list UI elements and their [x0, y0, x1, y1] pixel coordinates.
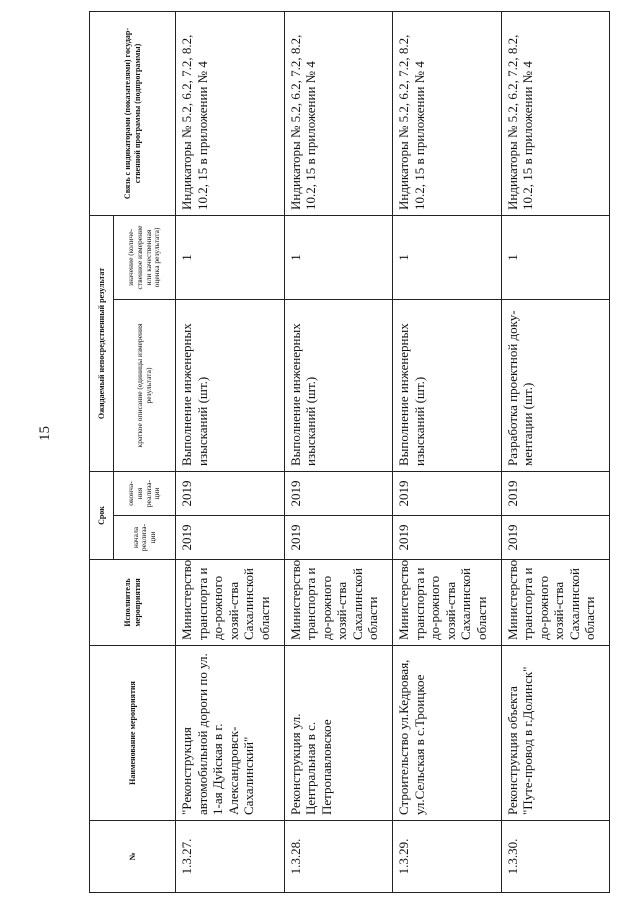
row-end: 2019 [284, 472, 393, 516]
row-num: 1.3.28. [284, 821, 393, 893]
row-end: 2019 [501, 472, 610, 516]
row-name: "Реконструкция автомобильной дороги по ул. 1-ая Дуйская в г. Александровск-Сахалинский" [176, 646, 285, 821]
table-row [284, 12, 393, 893]
table-row [501, 12, 610, 893]
row-start: 2019 [393, 516, 502, 560]
row-num: 1.3.30. [501, 821, 610, 893]
row-name: Реконструкция объекта "Путе-провод в г.Долинск" [501, 646, 610, 821]
row-end: 2019 [176, 472, 285, 516]
header-indicators: Связь с индикаторами (показателями) государ-ственной программы (подпрограммы) [90, 12, 176, 216]
page-number: 15 [37, 426, 53, 441]
table-row [176, 12, 285, 893]
row-value: 1 [501, 216, 610, 300]
row-num: 1.3.27. [176, 821, 285, 893]
row-num: 1.3.29. [393, 821, 502, 893]
row-value: 1 [284, 216, 393, 300]
header-result-desc: краткое описание (единицы измерения результата) [114, 300, 176, 472]
row-desc: Выполнение инженерных изысканий (шт.) [284, 300, 393, 472]
row-indicators: Индикаторы № 5.2, 6.2, 7.2, 8.2, 10.2, 15 в приложении № 4 [393, 12, 502, 216]
row-indicators: Индикаторы № 5.2, 6.2, 7.2, 8.2, 10.2, 15 в приложении № 4 [501, 12, 610, 216]
header-executor: Исполнитель мероприятия [90, 560, 176, 646]
header-result-value: значение (количе-ственное измерение или качественная оценка результата) [114, 216, 176, 300]
row-executor: Министерство транспорта и до-рожного хозяй-ства Сахалинской области [284, 560, 393, 646]
row-desc: Разработка проектной доку-ментации (шт.) [501, 300, 610, 472]
header-result: Ожидаемый непосредственный результат [90, 216, 114, 472]
header-term-start: начала реализа-ции [114, 516, 176, 560]
row-executor: Министерство транспорта и до-рожного хозяй-ства Сахалинской области [501, 560, 610, 646]
row-start: 2019 [501, 516, 610, 560]
row-value: 1 [393, 216, 502, 300]
header-num: № [90, 821, 176, 893]
row-executor: Министерство транспорта и до-рожного хозяй-ства Сахалинской области [393, 560, 502, 646]
row-name: Реконструкция ул. Центральная в с. Петропавловское [284, 646, 393, 821]
row-start: 2019 [284, 516, 393, 560]
rotated-table-sheet [89, 12, 610, 893]
header-term-end: оконча-ния реализа-ции [114, 472, 176, 516]
measures-table [89, 11, 610, 893]
header-name: Наименование мероприятия [90, 646, 176, 821]
row-desc: Выполнение инженерных изысканий (шт.) [176, 300, 285, 472]
table-row [393, 12, 502, 893]
header-term: Срок [90, 472, 114, 560]
row-value: 1 [176, 216, 285, 300]
row-start: 2019 [176, 516, 285, 560]
row-indicators: Индикаторы № 5.2, 6.2, 7.2, 8.2, 10.2, 15 в приложении № 4 [284, 12, 393, 216]
row-indicators: Индикаторы № 5.2, 6.2, 7.2, 8.2, 10.2, 15 в приложении № 4 [176, 12, 285, 216]
row-end: 2019 [393, 472, 502, 516]
row-name: Строительство ул.Кедровая, ул.Сельская в с.Троицкое [393, 646, 502, 821]
row-desc: Выполнение инженерных изысканий (шт.) [393, 300, 502, 472]
row-executor: Министерство транспорта и до-рожного хозяй-ства Сахалинской области [176, 560, 285, 646]
